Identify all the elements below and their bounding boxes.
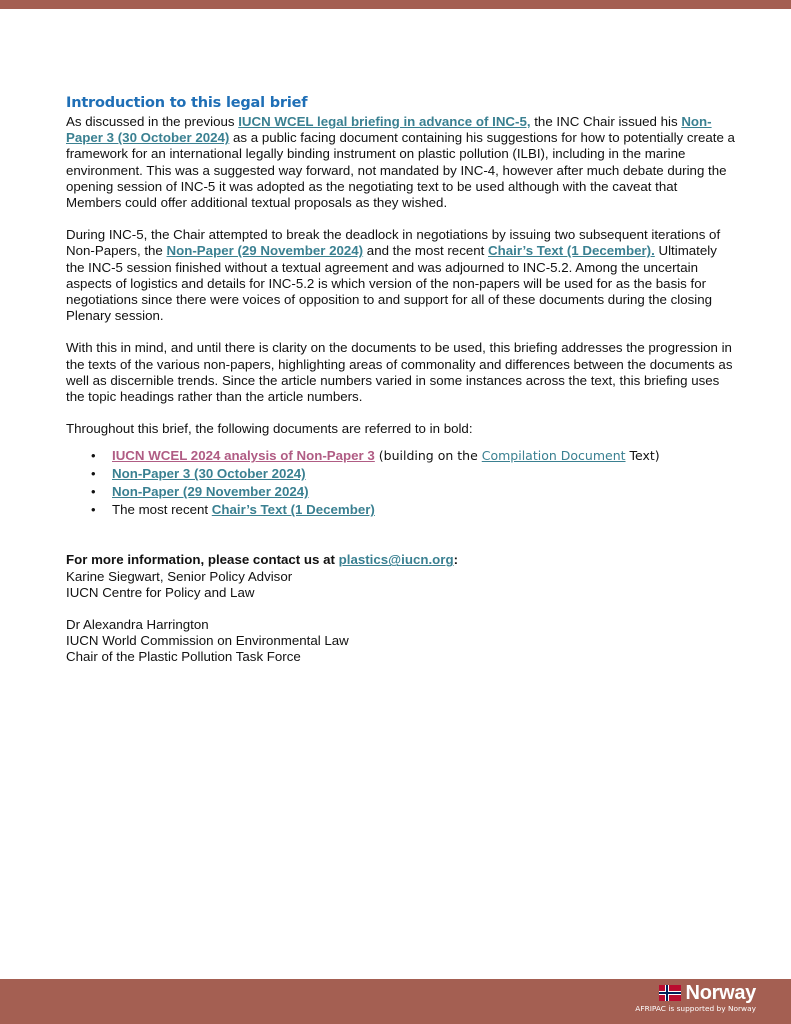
contact-lead (66, 552, 736, 568)
contact-2-role: Chair of the Plastic Pollution Task Force (66, 649, 301, 665)
p2-text-3: Ultimately the INC-5 session finished without a textual agreement and was adjourned to INC-5.2. Among the uncertain aspects of logistics and details for INC-5.2 is which version of the non-papers will be used for as the basis for negotiations since there were voices of opposition to and support for all of these documents during the closing Plenary session. (66, 243, 717, 324)
link-wcel-analysis[interactable]: IUCN WCEL 2024 analysis of Non-Paper 3 (112, 448, 375, 464)
bullet-icon: • (91, 466, 96, 482)
bullet-icon: • (91, 484, 96, 500)
spacer (66, 601, 736, 617)
paragraph-clarity: With this in mind, and until there is clarity on the documents to be used, this briefing addresses the progression in the texts of the various non-papers, highlighting areas of commonality and differences between the documents as well as discernible trends. Since the article numbers varied in some instances across the text, this briefing uses the topic headings rather than the article numbers. (66, 340, 733, 405)
list-item (91, 447, 736, 465)
list-item (91, 483, 736, 501)
brand-row (635, 982, 756, 1004)
list-item (91, 465, 736, 483)
paragraph-intro (66, 114, 736, 211)
paragraph-inc5 (66, 227, 736, 324)
b4-text: The most recent (112, 502, 212, 518)
contact-colon: : (453, 552, 459, 568)
contact-2-name: Dr Alexandra Harrington (66, 617, 209, 633)
link-non-paper-29-nov[interactable]: Non-Paper (29 November 2024) (166, 243, 364, 259)
b1-text-2: Text) (625, 448, 660, 464)
bullet-icon: • (91, 448, 96, 464)
p1-text-3: as a public facing document containing his suggestions for how to potentially create a framework for an international legally binding instrument on plastic pollution (ILBI), including in the marine environment. This was a suggested way forward, not mandated by INC-4, however after much debate during the opening session of INC-5 it was adopted as the negotiating text to be used although with the caveat that Members could offer additional textual proposals as they wished. (66, 130, 735, 211)
contact-lead-text: For more information, please contact us at (66, 552, 339, 568)
top-accent-bar (0, 0, 791, 9)
link-non-paper-29-nov-list[interactable]: Non-Paper (29 November 2024) (112, 484, 309, 500)
norway-branding (635, 982, 756, 1014)
paragraph-documents-intro: Throughout this brief, the following documents are referred to in bold: (66, 421, 473, 437)
contact-block (66, 552, 736, 665)
link-compilation-document[interactable]: Compilation Document (481, 448, 626, 464)
contact-1-org: IUCN Centre for Policy and Law (66, 584, 255, 600)
link-chairs-text-list[interactable]: Chair’s Text (1 December) (211, 502, 375, 518)
contact-1-name: Karine Siegwart, Senior Policy Advisor (66, 568, 293, 584)
b1-text-1: (building on the (374, 448, 482, 464)
list-item (91, 501, 736, 519)
document-list (66, 447, 736, 519)
brand-tagline: AFRIPAC is supported by Norway (635, 1004, 756, 1013)
link-chairs-text[interactable]: Chair’s Text (1 December). (488, 243, 655, 259)
p1-text-2: the INC Chair issued his (530, 114, 682, 129)
contact-2-org: IUCN World Commission on Environmental Law (66, 633, 349, 649)
norway-flag-icon (659, 985, 681, 1001)
p2-text-2: and the most recent (363, 243, 489, 259)
section-heading: Introduction to this legal brief (66, 95, 308, 111)
p1-text-1: As discussed in the previous (66, 114, 239, 129)
email-link[interactable]: plastics@iucn.org (338, 552, 454, 568)
brand-name: Norway (685, 982, 756, 1004)
link-wcel-legal-briefing[interactable]: IUCN WCEL legal briefing in advance of INC-5, (238, 114, 531, 129)
bullet-icon: • (91, 502, 96, 518)
p2-text-1: During INC-5, the Chair attempted to break the deadlock in negotiations by issuing two subsequent iterations of Non-Papers, the (66, 227, 721, 259)
document-body (66, 93, 736, 666)
link-non-paper-3-list[interactable]: Non-Paper 3 (30 October 2024) (112, 466, 306, 482)
link-non-paper-3[interactable]: Non-Paper 3 (30 October 2024) (66, 114, 712, 146)
